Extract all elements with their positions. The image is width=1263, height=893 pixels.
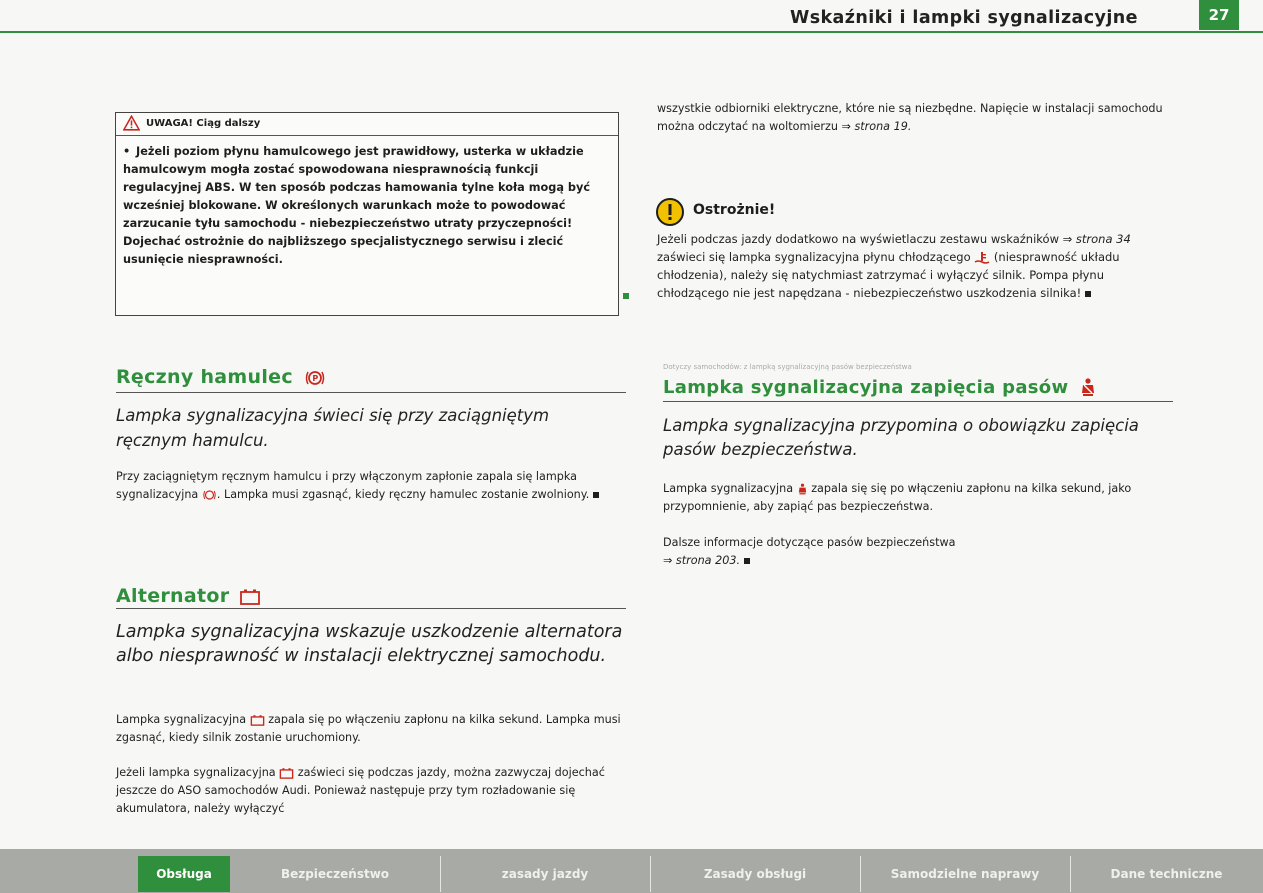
tab-samodzielne-naprawy[interactable]: Samodzielne naprawy [890, 867, 1040, 881]
alternator-rule [116, 608, 626, 609]
section-end-mark [744, 558, 750, 564]
tab-bezpieczenstwo[interactable]: Bezpieczeństwo [280, 867, 390, 881]
seatbelt-rule [663, 401, 1173, 402]
seatbelt-paragraph-1 [663, 480, 1168, 516]
alternator-para-part: Lampka sygnalizacyjna [116, 713, 247, 726]
seatbelt-para-part: Dalsze informacje dotyczące pasów bezpieczeństwa [663, 536, 956, 549]
battery-icon [250, 714, 265, 726]
alternator-heading-text: Alternator [116, 585, 230, 607]
seatbelt-icon [797, 483, 808, 496]
warning-text-block [123, 143, 611, 269]
caution-text: zaświeci się lampka sygnalizacyjna płynu chłodzącego [657, 250, 971, 264]
handbrake-rule [116, 392, 626, 393]
page-reference: strona 34 [1075, 232, 1131, 246]
caution-text: (niesprawność układu chłodzenia), należy się natychmiast zatrzymać i wyłączyć silnik. Pompa płynu chłodzącego nie jest napędzana - niebezpieczeństwo uszkodzenia silnika! [657, 250, 1120, 300]
seatbelt-icon [1079, 378, 1097, 398]
parking-brake-icon [202, 489, 217, 501]
handbrake-para-part: . Lampka musi zgasnąć, kiedy ręczny hamulec zostanie zwolniony. [216, 488, 590, 501]
warning-header [116, 113, 618, 136]
battery-icon [279, 767, 294, 779]
parking-brake-icon [304, 369, 326, 387]
warning-text: Jeżeli poziom płynu hamulcowego jest prawidłowy, usterka w układzie hamulcowym mogła zostać spowodowana niesprawnością funkcji regulacyjnej ABS. W ten sposób podczas hamowania tylne koła mogą być wcześniej blokowane. W określonych warunkach może to powodować zarzucanie tyłu samochodu - niebezpieczeństwo utraty przyczepności! Dojechać ostrożnie do najbliższego specjalistycznego serwisu i zlecić usunięcie niesprawności. [123, 145, 591, 266]
continuation-paragraph [657, 100, 1177, 136]
caution-circle-icon [655, 197, 685, 227]
applicability-note: Dotyczy samochodów: z lampką sygnalizacyjną pasów bezpieczeństwa [663, 363, 912, 371]
header-rule [0, 31, 1263, 33]
seatbelt-heading-text: Lampka sygnalizacyjna zapięcia pasów [663, 377, 1069, 398]
warning-box [115, 112, 619, 316]
tab-zasady-jazdy[interactable]: zasady jazdy [501, 867, 589, 881]
alternator-para-part: zaświeci się podczas jazdy, można zazwyczaj dojechać jeszcze do ASO samochodów Audi. Ponieważ następuje przy tym rozładowanie się akumulatora, należy wyłączyć [116, 766, 605, 815]
tab-obsluga[interactable]: Obsługa [138, 856, 230, 892]
seatbelt-para-part: zapala się się po włączeniu zapłonu na kilka sekund, jako przypomnienie, aby zapiąć pas bezpieczeństwa. [663, 482, 1132, 513]
alternator-lead: Lampka sygnalizacyjna wskazuje uszkodzenie alternatora albo niesprawność w instalacji elektrycznej samochodu. [116, 622, 623, 666]
handbrake-heading-text: Ręczny hamulec [116, 366, 293, 388]
section-end-mark [1085, 291, 1091, 297]
page-number: 27 [1199, 0, 1239, 30]
handbrake-paragraph [116, 468, 621, 504]
caution-title: Ostrożnie! [693, 202, 776, 218]
handbrake-lead: Lampka sygnalizacyjna świeci się przy zaciągniętym ręcznym hamulcu. [116, 406, 550, 450]
tab-zasady-obslugi[interactable]: Zasady obsługi [703, 867, 807, 881]
tab-dane-techniczne[interactable]: Dane techniczne [1110, 867, 1223, 881]
svg-text:P: P [312, 373, 319, 383]
page-header-title: Wskaźniki i lampki sygnalizacyjne [790, 8, 1138, 28]
seatbelt-lead: Lampka sygnalizacyjna przypomina o obowiązku zapięcia pasów bezpieczeństwa. [663, 416, 1139, 459]
battery-icon [239, 588, 261, 605]
page-reference: ⇒ strona 203. [663, 554, 741, 567]
seatbelt-paragraph-2 [663, 534, 1168, 570]
coolant-icon [974, 251, 990, 265]
caution-text: Jeżeli podczas jazdy dodatkowo na wyświetlaczu zestawu wskaźników ⇒ [657, 232, 1073, 246]
alternator-paragraph-1 [116, 711, 628, 747]
caution-paragraph [657, 230, 1177, 302]
handbrake-heading [116, 366, 326, 388]
handbrake-para-part: Przy zaciągniętym ręcznym hamulcu i przy włączonym zapłonie zapala się lampka sygnalizacyjna [116, 470, 578, 501]
bullet-mark: • [123, 145, 131, 158]
alternator-para-part: Jeżeli lampka sygnalizacyjna [116, 766, 276, 779]
warning-triangle-icon [123, 115, 140, 131]
seatbelt-heading [663, 377, 1097, 398]
alternator-heading [116, 585, 261, 607]
page-reference: strona 19. [854, 120, 912, 133]
warning-label: UWAGA! Ciąg dalszy [146, 118, 261, 129]
section-end-mark [623, 293, 629, 299]
seatbelt-para-part: Lampka sygnalizacyjna [663, 482, 794, 495]
alternator-para-part: zapala się po włączeniu zapłonu na kilka sekund. Lampka musi zgasnąć, kiedy silnik zostanie uruchomiony. [116, 713, 621, 744]
continuation-text: wszystkie odbiorniki elektryczne, które nie są niezbędne. Napięcie w instalacji samochodu można odczytać na woltomierzu ⇒ [657, 102, 1163, 133]
alternator-paragraph-2 [116, 764, 628, 818]
section-end-mark [593, 492, 599, 498]
